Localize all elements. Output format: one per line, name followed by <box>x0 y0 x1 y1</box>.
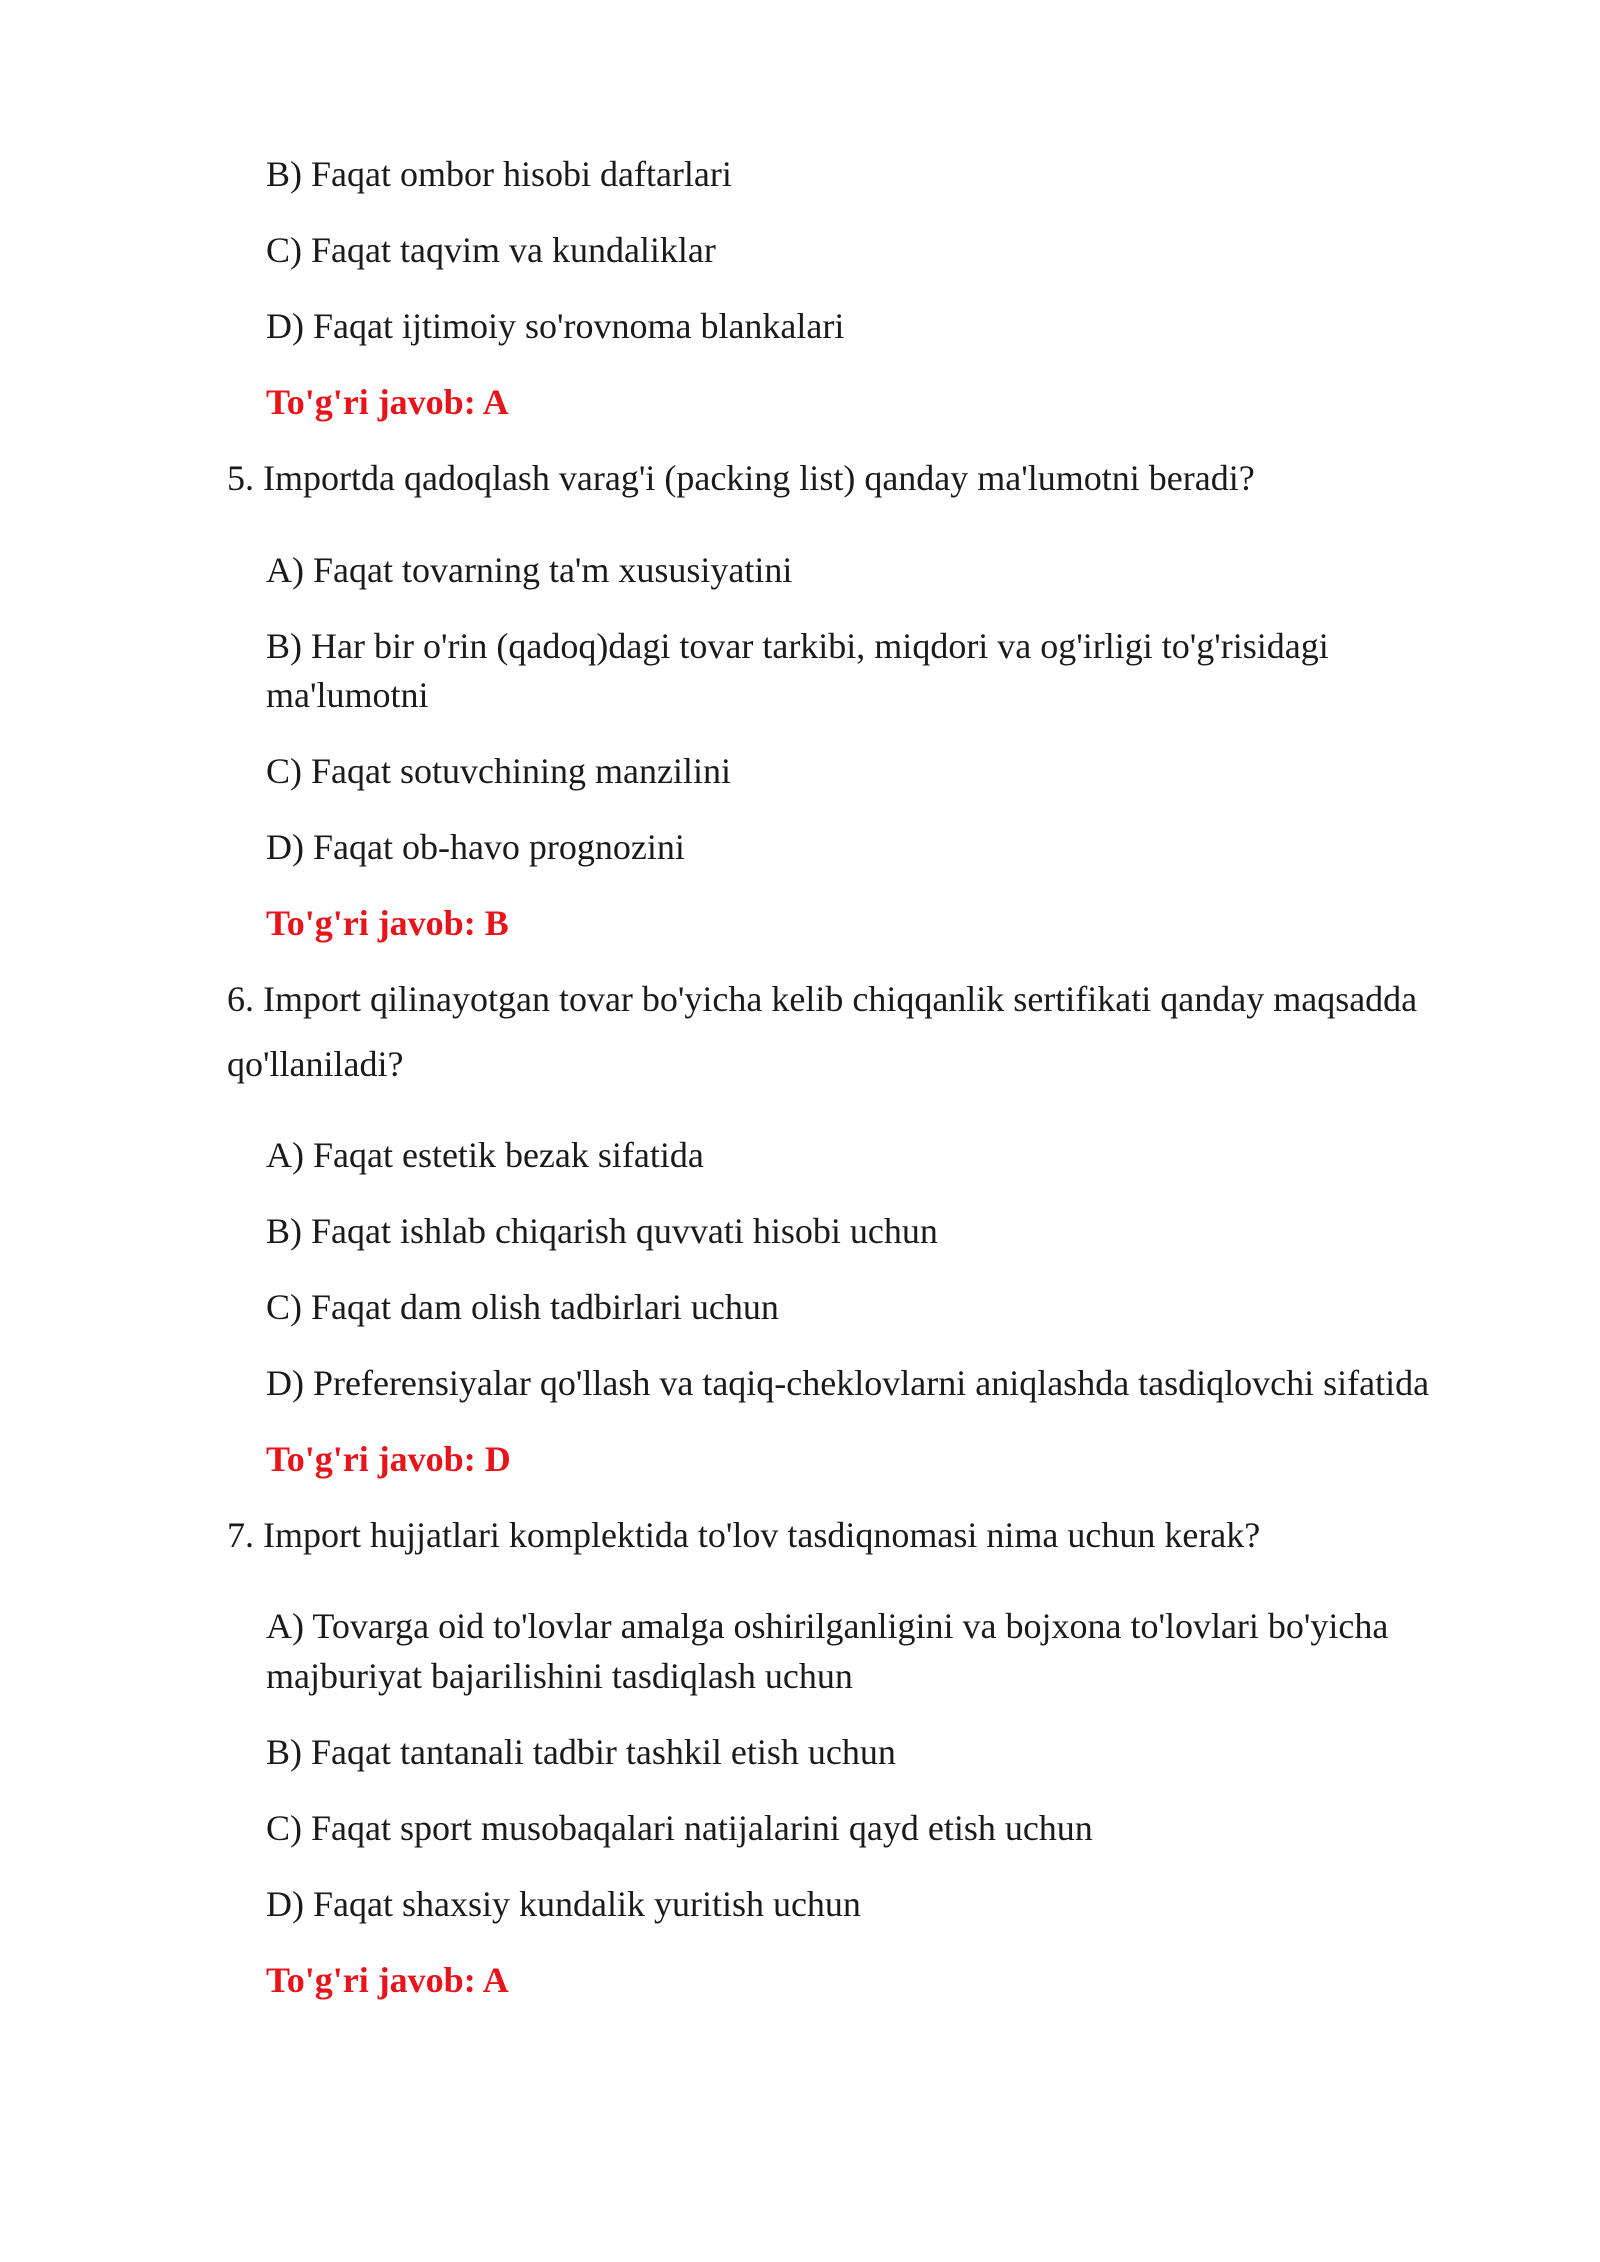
q5-option-a: A) Faqat tovarning ta'm xususiyatini <box>266 550 793 590</box>
q4-option-d: D) Faqat ijtimoiy so'rovnoma blankalari <box>266 306 845 346</box>
q6-option-c: C) Faqat dam olish tadbirlari uchun <box>266 1287 779 1327</box>
q6-question-line2: qo'llaniladi? <box>227 1044 404 1084</box>
q4-correct-answer: To'g'ri javob: A <box>266 382 509 422</box>
q4-option-c: C) Faqat taqvim va kundaliklar <box>266 230 716 270</box>
q5-question: 5. Importda qadoqlash varag'i (packing list) qanday ma'lumotni beradi? <box>227 458 1255 498</box>
q7-correct-answer: To'g'ri javob: A <box>266 1960 509 2000</box>
q6-question-line1: 6. Import qilinayotgan tovar bo'yicha kelib chiqqanlik sertifikati qanday maqsadda <box>227 979 1418 1019</box>
q5-option-d: D) Faqat ob-havo prognozini <box>266 827 685 867</box>
q6-option-d: D) Preferensiyalar qo'llash va taqiq-cheklovlarni aniqlashda tasdiqlovchi sifatida <box>266 1363 1430 1403</box>
q7-question: 7. Import hujjatlari komplektida to'lov tasdiqnomasi nima uchun kerak? <box>227 1515 1261 1555</box>
q7-option-b: B) Faqat tantanali tadbir tashkil etish uchun <box>266 1732 896 1772</box>
q6-option-b: B) Faqat ishlab chiqarish quvvati hisobi uchun <box>266 1211 938 1251</box>
q5-option-b-line1: B) Har bir o'rin (qadoq)dagi tovar tarkibi, miqdori va og'irligi to'g'risidagi <box>266 626 1329 666</box>
q7-option-d: D) Faqat shaxsiy kundalik yuritish uchun <box>266 1884 861 1924</box>
q7-option-a-line1: A) Tovarga oid to'lovlar amalga oshirilganligini va bojxona to'lovlari bo'yicha <box>266 1606 1389 1646</box>
q5-option-b-line2: ma'lumotni <box>266 675 429 715</box>
q6-option-a: A) Faqat estetik bezak sifatida <box>266 1135 704 1175</box>
q7-option-a-line2: majburiyat bajarilishini tasdiqlash uchun <box>266 1656 853 1696</box>
q4-option-b: B) Faqat ombor hisobi daftarlari <box>266 154 732 194</box>
q6-correct-answer: To'g'ri javob: D <box>266 1439 511 1479</box>
q5-option-c: C) Faqat sotuvchining manzilini <box>266 751 731 791</box>
q5-correct-answer: To'g'ri javob: B <box>266 903 509 943</box>
q7-option-c: C) Faqat sport musobaqalari natijalarini qayd etish uchun <box>266 1808 1093 1848</box>
